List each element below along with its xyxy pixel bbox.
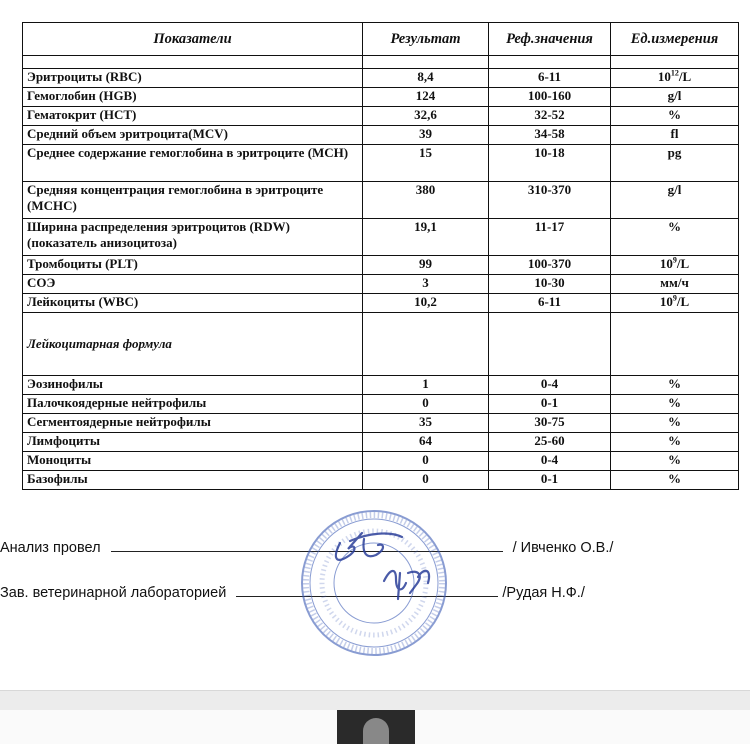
indicator-name: Среднее содержание гемоглобина в эритроците (MCH) (23, 145, 363, 182)
table-row (23, 88, 739, 107)
indicator-name: Гематокрит (HCT) (23, 107, 363, 126)
reference-range: 32-52 (489, 107, 611, 126)
indicator-name: Эозинофилы (23, 376, 363, 395)
result-value: 39 (363, 126, 489, 145)
reference-range: 0-1 (489, 471, 611, 490)
indicator-name: Лейкоциты (WBC) (23, 294, 363, 313)
unit-cell (611, 126, 739, 145)
reference-range: 11-17 (489, 219, 611, 256)
reference-range: 0-4 (489, 376, 611, 395)
results-table (22, 22, 739, 490)
page-separator (0, 690, 750, 711)
result-value: 0 (363, 471, 489, 490)
reference-range: 10-18 (489, 145, 611, 182)
unit-base: мм/ч (660, 275, 689, 290)
reference-range: 0-1 (489, 395, 611, 414)
section-title: Лейкоцитарная формула (23, 313, 363, 376)
empty-cell (363, 313, 489, 376)
table-row (23, 471, 739, 490)
unit-cell (611, 275, 739, 294)
table-header-row (23, 23, 739, 56)
unit-base: g/l (667, 88, 682, 103)
indicator-name: Моноциты (23, 452, 363, 471)
head-label: Зав. ветеринарной лабораторией (0, 585, 227, 601)
reference-range: 25-60 (489, 433, 611, 452)
table-row (23, 294, 739, 313)
table-row (23, 376, 739, 395)
unit-cell (611, 88, 739, 107)
reference-range: 30-75 (489, 414, 611, 433)
unit-tail: /L (676, 294, 690, 309)
result-value: 0 (363, 452, 489, 471)
unit-base: pg (667, 145, 682, 160)
result-value: 380 (363, 182, 489, 219)
next-page-photo-thumbnail (337, 710, 415, 744)
unit-cell: % (611, 395, 739, 414)
unit-cell (611, 145, 739, 182)
table-spacer-row (23, 56, 739, 69)
table-row (23, 275, 739, 294)
unit-cell (611, 107, 739, 126)
result-value: 8,4 (363, 69, 489, 88)
empty-cell (611, 313, 739, 376)
indicator-name: Сегментоядерные нейтрофилы (23, 414, 363, 433)
reference-range: 10-30 (489, 275, 611, 294)
header-reference: Реф.значения (489, 23, 611, 56)
unit-base: 10 (659, 256, 673, 271)
reference-range: 0-4 (489, 452, 611, 471)
reference-range: 100-160 (489, 88, 611, 107)
table-row (23, 69, 739, 88)
unit-base: % (668, 219, 681, 234)
unit-tail: /L (678, 69, 692, 84)
result-value: 124 (363, 88, 489, 107)
unit-cell (611, 182, 739, 219)
next-page-preview (0, 710, 750, 744)
reference-range: 310-370 (489, 182, 611, 219)
table-row (23, 145, 739, 182)
reference-range: 6-11 (489, 69, 611, 88)
unit-cell: % (611, 471, 739, 490)
analyst-label: Анализ провел (0, 540, 101, 556)
result-value: 35 (363, 414, 489, 433)
reference-range: 6-11 (489, 294, 611, 313)
indicator-name: Эритроциты (RBC) (23, 69, 363, 88)
unit-cell: % (611, 433, 739, 452)
result-value: 19,1 (363, 219, 489, 256)
unit-base: 10 (657, 69, 671, 84)
table-row (23, 433, 739, 452)
analyst-name: / Ивченко О.В./ (512, 540, 614, 556)
indicator-name: Ширина распределения эритроцитов (RDW) (показатель анизоцитоза) (23, 219, 363, 256)
unit-exponent: 9 (672, 255, 677, 265)
table-row (23, 107, 739, 126)
result-value: 3 (363, 275, 489, 294)
table-row (23, 395, 739, 414)
unit-cell: % (611, 376, 739, 395)
unit-cell: % (611, 452, 739, 471)
table-row (23, 414, 739, 433)
unit-cell: % (611, 414, 739, 433)
unit-cell (611, 294, 739, 313)
result-value: 0 (363, 395, 489, 414)
table-row (23, 219, 739, 256)
indicator-name: Средняя концентрация гемоглобина в эритроците (MCHC) (23, 182, 363, 219)
result-value: 1 (363, 376, 489, 395)
unit-base: fl (670, 126, 679, 141)
table-row (23, 126, 739, 145)
reference-range: 34-58 (489, 126, 611, 145)
unit-cell (611, 69, 739, 88)
reference-range: 100-370 (489, 256, 611, 275)
table-row (23, 256, 739, 275)
section-row (23, 313, 739, 376)
header-unit: Ед.измерения (611, 23, 739, 56)
indicator-name: Палочкоядерные нейтрофилы (23, 395, 363, 414)
unit-base: % (668, 107, 681, 122)
result-value: 64 (363, 433, 489, 452)
indicator-name: Тромбоциты (PLT) (23, 256, 363, 275)
result-value: 15 (363, 145, 489, 182)
table-row (23, 182, 739, 219)
table-row (23, 452, 739, 471)
round-stamp-with-signatures (292, 503, 454, 661)
result-value: 32,6 (363, 107, 489, 126)
indicator-name: СОЭ (23, 275, 363, 294)
empty-cell (489, 313, 611, 376)
header-result: Результат (363, 23, 489, 56)
unit-exponent: 9 (672, 293, 677, 303)
header-indicator: Показатели (23, 23, 363, 56)
unit-exponent: 12 (670, 68, 679, 78)
result-value: 99 (363, 256, 489, 275)
unit-base: g/l (667, 182, 682, 197)
indicator-name: Лимфоциты (23, 433, 363, 452)
head-name: /Рудая Н.Ф./ (502, 585, 585, 601)
unit-tail: /L (676, 256, 690, 271)
indicator-name: Средний объем эритроцита(MCV) (23, 126, 363, 145)
unit-cell (611, 256, 739, 275)
indicator-name: Гемоглобин (HGB) (23, 88, 363, 107)
unit-cell (611, 219, 739, 256)
result-value: 10,2 (363, 294, 489, 313)
unit-base: 10 (659, 294, 673, 309)
indicator-name: Базофилы (23, 471, 363, 490)
